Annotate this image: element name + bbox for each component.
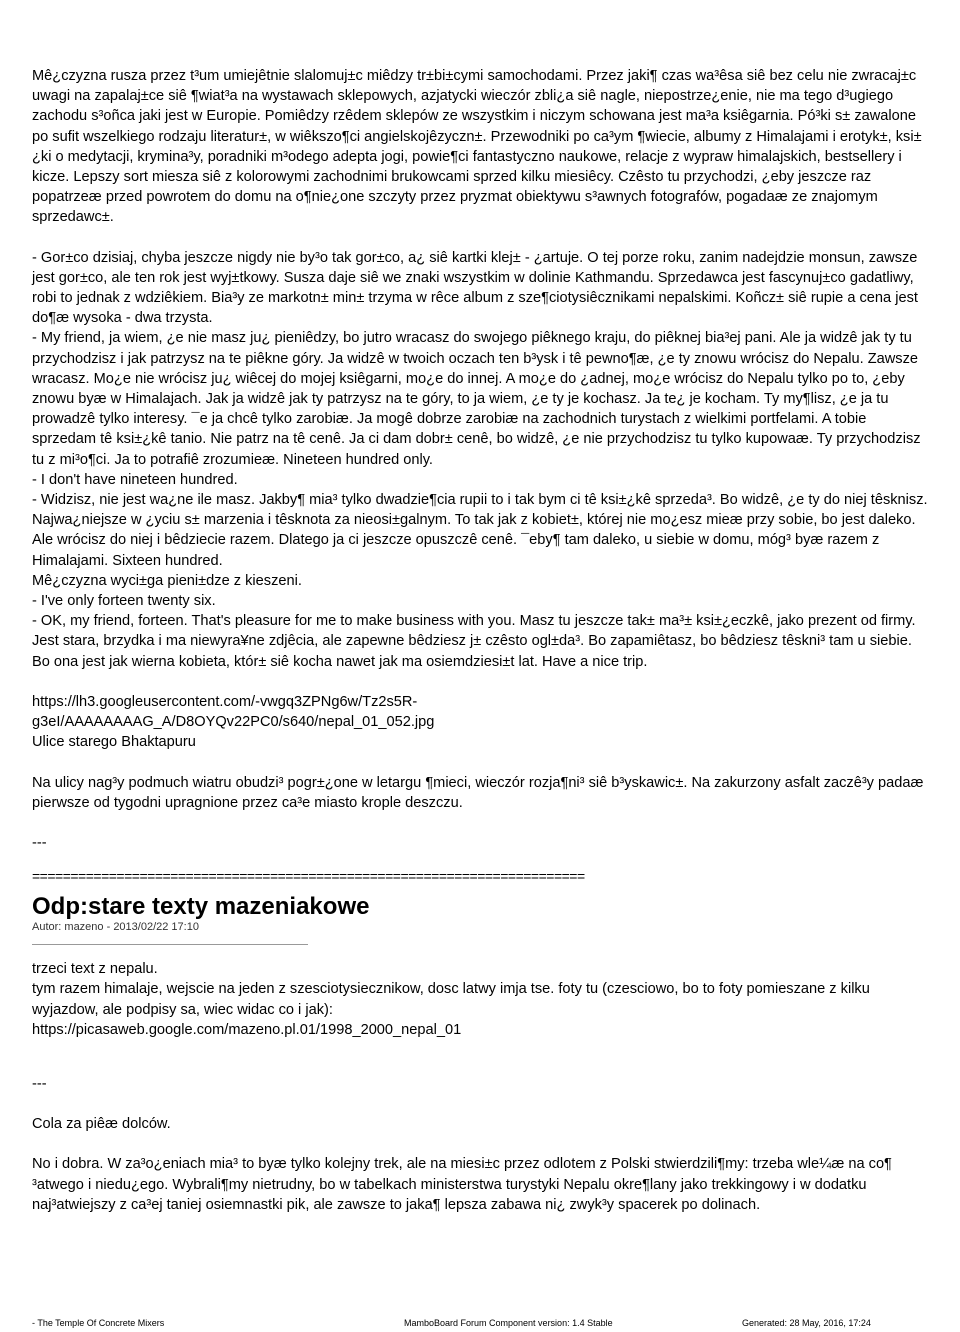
forum-export-page [32, 66, 932, 1215]
post1-image-url[interactable]: https://lh3.googleusercontent.com/-vwgq3ZPNg6w/Tz2s5R- g3eI/AAAAAAAAG_A/D8OYQv22PC0/s640/nepal_01_052.jpg [32, 693, 435, 731]
post-author-meta: Autor: mazeno - 2013/02/22 17:10 [32, 921, 199, 934]
post1-paragraph-1: Mê¿czyzna rusza przez t³um umiejêtnie slalomuj±c miêdzy tr±bi±cymi samochodami. Przez jaki¶ czas wa³êsa siê bez celu nie zwracaj±c uwagi na zapalaj±ce siê ¶wiat³a na wystawach sklepowych, azjatycki wieczór zbli¿a siê nagle, niepostrze¿enie, nie ma tego d³ugiego zachodu s³oñca jaki jest w Europie. Pomiêdzy rzêdem sklepów ze wszystkim i niczym schowana jest ma³a ksiêgarnia. Pó³ki s± zawalone po sufit wszelkiego rodzaju literatur±, w wiêkszo¶ci angielskojêzyczn±. Przewodniki po ca³ym ¶wiecie, albumy z Himalajami i erotyk±, ksi±¿ki o medytacji, krymina³y, poradniki m³odego adepta jogi, powie¶ci fantastyczno naukowe, relacje z wypraw himalajskich, bestsellery i kicze. Lepszy sort miesza siê z kolorowymi zachodnimi brukowcami sprzed kilku miesiêcy. Czêsto tu przychodzi, ¿eby jeszcze raz popatrzeæ przed powrotem do domu na o¶nie¿one szczyty przez pryzmat obiektywu s³awnych fotografów, pogadaæ ze znajomym sprzedawc±. [32, 68, 922, 226]
post1-image-caption: Ulice starego Bhaktapuru [32, 734, 196, 751]
signature-separator: --- [32, 834, 47, 851]
post-title: Odp:stare texty mazeniakowe [32, 893, 370, 921]
post2-final-paragraph: No i dobra. W za³o¿eniach mia³ to byæ tylko kolejny trek, ale na miesi±c przez odlotem z Polski stwierdzili¶my: trzeba wle¼æ na co¶ ³atwego i niedu¿ego. Wybrali¶my nietrudny, bo w tabelkach ministerstwa turystyki Nepalu okre¶lany jako trekkingowy i w dodatku naj³atwiejszy z ca³ej taniej osiemnastki pik, ale zawsze to jaka¶ lepsza zabawa ni¿ zwyk³y spacerek po dolinach. [32, 1156, 896, 1213]
post1-paragraph-3: Na ulicy nag³y podmuch wiatru obudzi³ pogr±¿one w letargu ¶mieci, wieczór rozja¶ni³ siê b³yskawic±. Na zakurzony asfalt zaczê³y padaæ pierwsze od tygodni upragnione przez ca³e miasto krople deszczu. [32, 774, 928, 811]
footer-site-name: - The Temple Of Concrete Mixers [32, 1318, 165, 1328]
footer-component-version: MamboBoard Forum Component version: 1.4 Stable [404, 1318, 613, 1328]
post-header-rule [32, 944, 308, 945]
footer-generated-date: Generated: 28 May, 2016, 17:24 [742, 1318, 871, 1328]
post-divider: ======================================================================== [32, 868, 585, 885]
post2-body: trzeci text z nepalu. tym razem himalaje, wejscie na jeden z szesciotysiecznikow, dosc latwy imja tse. foty tu (czesciowo, bo to foty pomieszane z kilku wyjazdow, ale podpisy sa, wiec widac co i jak): https://picasaweb.google.com/mazeno.pl.01/1998_2000_nepal_01 [32, 961, 870, 1038]
post2-signature: Cola za piêæ dolców. [32, 1116, 171, 1133]
signature-separator: --- [32, 1075, 47, 1092]
post1-dialogue: - Gor±co dzisiaj, chyba jeszcze nigdy nie by³o tak gor±co, a¿ siê kartki klej± - ¿artuje. O tej porze roku, zanim nadejdzie monsun, zawsze jest gor±co, ale ten rok jest wyj±tkowy. Susza daje siê we znaki wszystkim w dolinie Kathmandu. Sprzedawca jest fascynuj±co gadatliwy, robi to jednak z wdziêkiem. Bia³y ze markotn± min± trzyma w rêce album z sze¶ciotysiêcznikami nepalskimi. Koñcz± siê rupie a cena jest do¶æ wysoka - dwa trzysta. - My friend, ja wiem, ¿e nie masz ju¿ pieniêdzy, bo jutro wracasz do swojego piêknego kraju, do piêknej bia³ej pani. Ale ja widzê jak ty tu przychodzisz i jak patrzysz na te piêkne góry. Ja widzê w twoich oczach ten b³ysk i tê pewno¶æ, ¿e ty znowu wrócisz do Nepalu. Zawsze wracasz. Mo¿e nie wrócisz ju¿ wiêcej do mojej ksiêgarni, mo¿e do innej. A mo¿e do ¿adnej, mo¿e wrócisz do Nepalu tylko po to, ¿eby znowu byæ w Himalajach. Jak ja widzê jak ty patrzysz na te góry, to ja wiem, ¿e ty je kochasz. Ja te¿ je kocham. Ty my¶lisz, ¿e ja tu prowadzê tylko interesy. ¯e ja chcê tylko zarobiæ. Ja mogê dobrze zarobiæ na zachodnich turystach z wielkimi portfelami. A tobie sprzedam tê ksi±¿kê tanio. Nie patrz na tê cenê. Ja ci dam dobr± cenê, bo widzê, ¿e nie przychodzisz tu tylko kupowaæ. Ty przychodzisz tu z mi³o¶ci. Ja to potrafiê zrozumieæ. Nineteen hundred only. - I don't have nineteen hundred. - Widzisz, nie jest wa¿ne ile masz. Jakby¶ mia³ tylko dwadzie¶cia rupii to i tak bym ci tê ksi±¿kê sprzeda³. Bo widzê, ¿e ty do niej têsknisz. Najwa¿niejsze w ¿yciu s± marzenia i têsknota za nieosi±galnym. To tak jak z kobiet±, której nie mo¿esz mieæ przy sobie, bo jest daleko. Ale wrócisz do niej i bêdziecie razem. Dlatego ja ci jeszcze opuszczê cenê. ¯eby¶ tam daleko, u siebie w domu, móg³ byæ razem z Himalajami. Sixteen hundred. Mê¿czyzna wyci±ga pieni±dze z kieszeni. - I've only forteen twenty six. - OK, my friend, forteen. That's pleasure for me to make business with you. Masz tu jeszcze tak± ma³± ksi±¿eczkê, jako prezent od firmy. Jest stara, brzydka i ma niewyra¥ne zdjêcia, ale zapewne bêdziesz j± czêsto ogl±da³. Bo zapamiêtasz, bo bêdziesz têskni³ tam u siebie. Bo ona jest jak wierna kobieta, któr± siê kocha nawet jak ma osiemdziesi±t lat. Have a nice trip. [32, 249, 928, 670]
